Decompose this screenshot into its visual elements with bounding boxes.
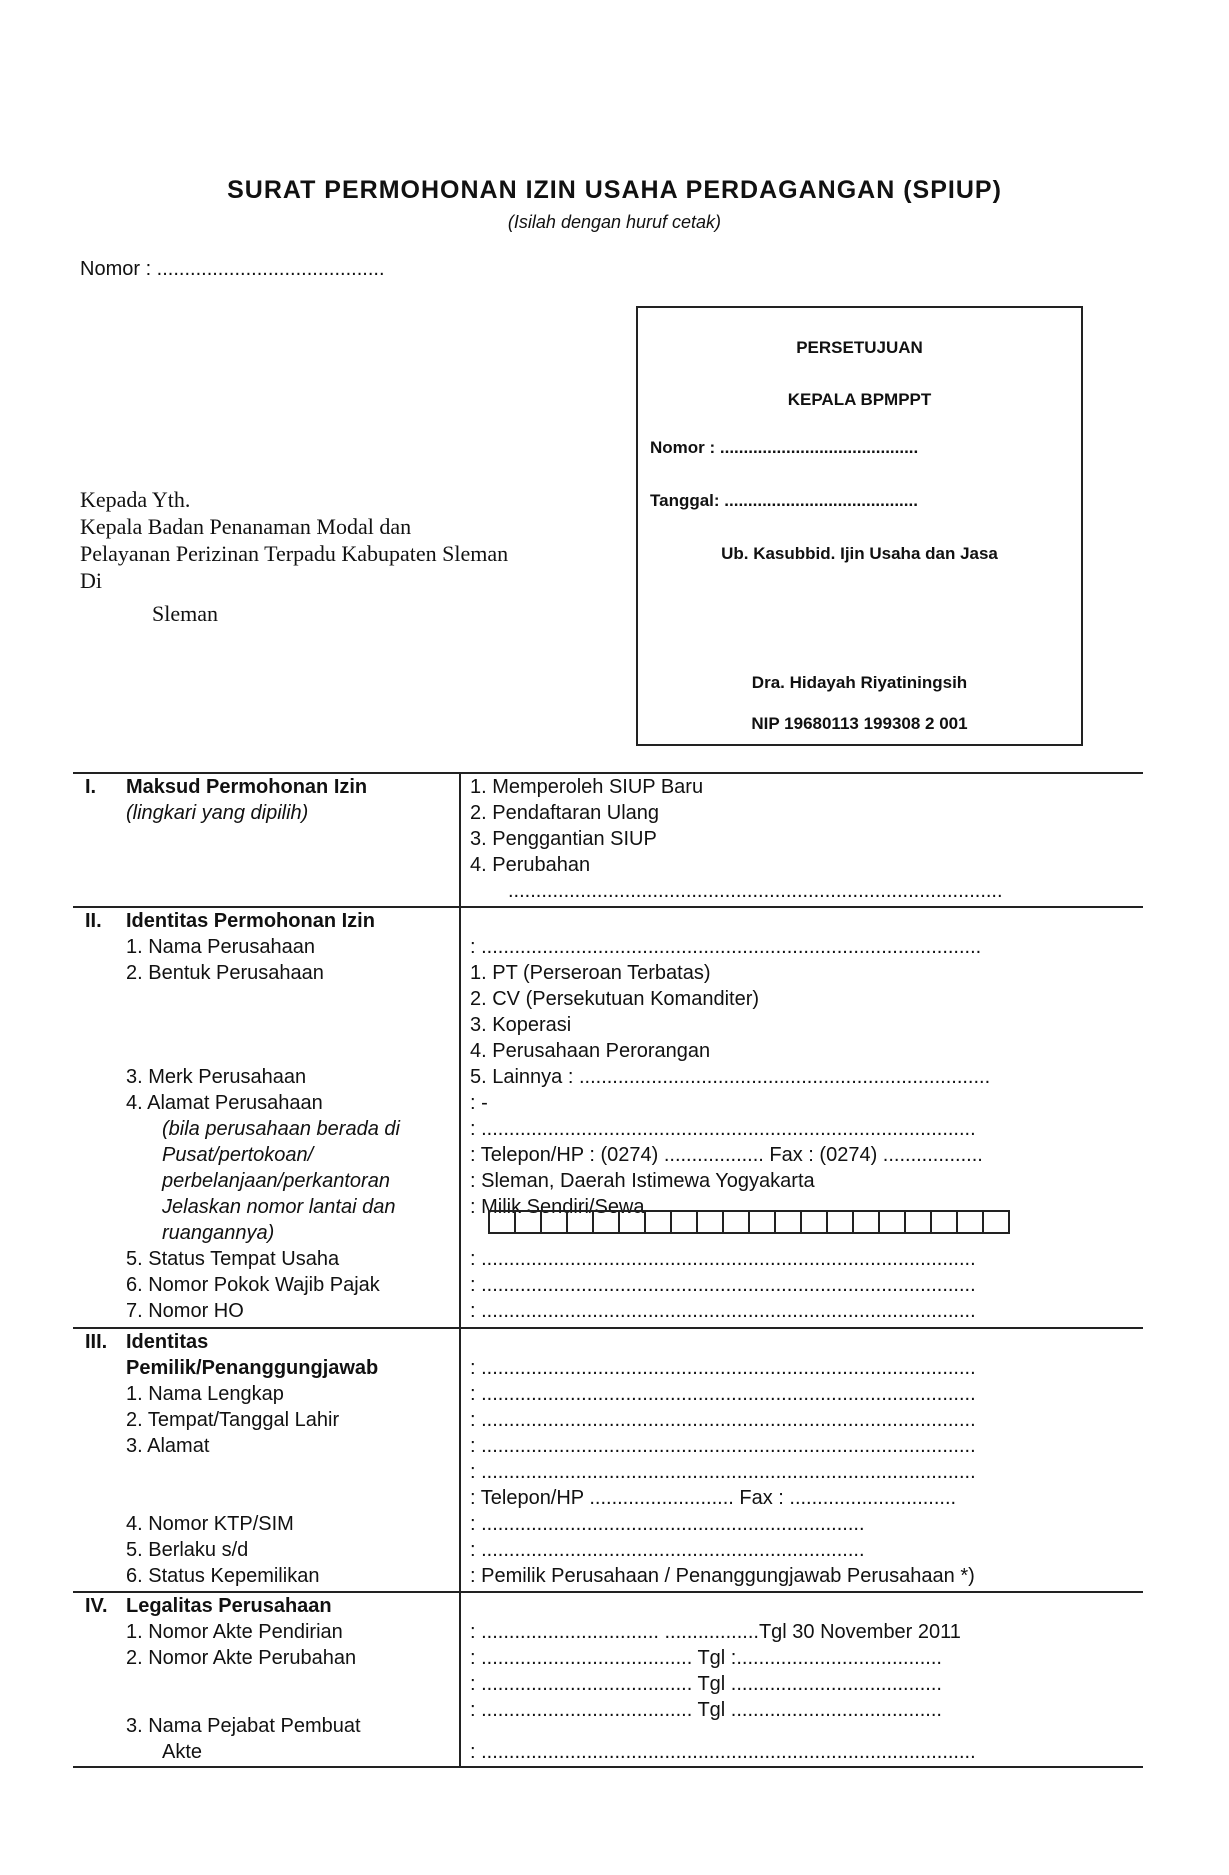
field-label: 2. Nomor Akte Perubahan	[126, 1647, 357, 1669]
field-label: 1. Nama Lengkap	[126, 1383, 284, 1405]
option-item[interactable]: 3. Koperasi	[470, 1014, 572, 1036]
form-title: SURAT PERMOHONAN IZIN USAHA PERDAGANGAN (SPIUP)	[227, 176, 1002, 204]
field-label: 4. Alamat Perusahaan	[126, 1092, 323, 1114]
field-label: Akte	[162, 1741, 203, 1763]
option-item[interactable]: 1. Memperoleh SIUP Baru	[470, 776, 704, 798]
field-note: perbelanjaan/perkantoran	[162, 1170, 390, 1192]
field-label: 4. Nomor KTP/SIM	[126, 1513, 294, 1535]
field-label: 1. Nomor Akte Pendirian	[126, 1621, 343, 1643]
option-item[interactable]: 1. PT (Perseroan Terbatas)	[470, 962, 711, 984]
telepon-fax-field[interactable]: : Telepon/HP : (0274) .................. Fax : (0274) ..................	[470, 1144, 983, 1166]
npwp-boxes[interactable]	[490, 1210, 1010, 1234]
field-note: (bila perusahaan berada di	[162, 1118, 400, 1140]
section-number: I.	[85, 776, 97, 798]
recipient-line: Kepada Yth.	[80, 487, 191, 512]
nama-lengkap-field[interactable]: : .........................................................................................	[470, 1383, 976, 1405]
section-note: (lingkari yang dipilih)	[126, 802, 309, 824]
telepon-fax-field[interactable]: : Telepon/HP .......................... Fax : ..............................	[470, 1487, 957, 1509]
perubahan-field[interactable]: .........................................................................................	[508, 880, 1003, 902]
option-item[interactable]: 2. Pendaftaran Ulang	[470, 802, 660, 824]
field-label: 3. Nama Pejabat Pembuat	[126, 1715, 361, 1737]
section-number: II.	[85, 910, 102, 932]
alamat-detail-field[interactable]: : .........................................................................................	[470, 1118, 976, 1140]
field-label: 1. Nama Perusahaan	[126, 936, 316, 958]
section-title: Pemilik/Penanggungjawab	[126, 1357, 379, 1379]
akte-perubahan-field[interactable]: : ...................................... Tgl ......................................	[470, 1699, 942, 1721]
nomor-ho-field[interactable]: : .........................................................................................	[470, 1300, 976, 1322]
option-item[interactable]: 3. Penggantian SIUP	[470, 828, 657, 850]
field-label: 2. Tempat/Tanggal Lahir	[126, 1409, 340, 1431]
alamat-perusahaan-field[interactable]: : -	[470, 1092, 488, 1114]
recipient-line: Pelayanan Perizinan Terpadu Kabupaten Sleman	[80, 541, 509, 566]
alamat-field[interactable]: : .........................................................................................	[470, 1461, 976, 1483]
section-number: III.	[85, 1331, 108, 1353]
approval-heading: PERSETUJUAN	[796, 338, 923, 357]
section-title: Identitas	[126, 1331, 209, 1353]
akte-perubahan-field[interactable]: : ...................................... Tgl ......................................	[470, 1673, 942, 1695]
pejabat-pembuat-field[interactable]: : .........................................................................................	[470, 1741, 976, 1763]
akte-pendirian-field[interactable]: : ................................ .................Tgl 30 November 2011	[470, 1621, 961, 1643]
status-kepemilikan-field[interactable]: : Pemilik Perusahaan / Penanggungjawab Perusahaan *)	[470, 1565, 975, 1587]
alamat-field[interactable]: : .........................................................................................	[470, 1435, 976, 1457]
section-title: Legalitas Perusahaan	[126, 1595, 332, 1617]
form-subtitle: (Isilah dengan huruf cetak)	[507, 212, 722, 232]
nomor-field[interactable]: Nomor : .........................................	[80, 258, 385, 280]
field-note: ruangannya)	[162, 1222, 275, 1244]
approval-authority: KEPALA BPMPPT	[787, 390, 932, 409]
approval-signatory-name: Dra. Hidayah Riyatiningsih	[751, 673, 968, 692]
approval-nomor[interactable]: Nomor : ..........................................	[650, 438, 919, 457]
column-divider	[459, 772, 461, 1768]
field-label: 3. Alamat	[126, 1435, 210, 1457]
field-note: Jelaskan nomor lantai dan	[162, 1196, 396, 1218]
akte-perubahan-field[interactable]: : ...................................... Tgl :.....................................	[470, 1647, 942, 1669]
status-tempat-usaha-field[interactable]: : .........................................................................................	[470, 1248, 976, 1270]
section-divider	[73, 1327, 1143, 1329]
status-tempat-field[interactable]: : Milik Sendiri/Sewa	[470, 1196, 645, 1218]
tempat-tanggal-lahir-field[interactable]: : .........................................................................................	[470, 1409, 976, 1431]
field-note: Pusat/pertokoan/	[162, 1144, 314, 1166]
field-label: 3. Merk Perusahaan	[126, 1066, 307, 1088]
section-number: IV.	[85, 1595, 108, 1617]
lokasi-field[interactable]: : Sleman, Daerah Istimewa Yogyakarta	[470, 1170, 815, 1192]
berlaku-field[interactable]: : .....................................................................	[470, 1539, 865, 1561]
field-label: 2. Bentuk Perusahaan	[126, 962, 324, 984]
field-label: 5. Status Tempat Usaha	[126, 1248, 340, 1270]
pemilik-field[interactable]: : .........................................................................................	[470, 1357, 976, 1379]
ktp-field[interactable]: : .....................................................................	[470, 1513, 865, 1535]
approval-nip: NIP 19680113 199308 2 001	[751, 714, 968, 733]
recipient-line: Kepala Badan Penanaman Modal dan	[80, 514, 412, 539]
field-label: 5. Berlaku s/d	[126, 1539, 249, 1561]
option-item[interactable]: 4. Perubahan	[470, 854, 591, 876]
option-item[interactable]: 5. Lainnya : ..........................................................................	[470, 1066, 991, 1088]
option-item[interactable]: 2. CV (Persekutuan Komanditer)	[470, 988, 760, 1010]
approval-box	[636, 306, 1083, 746]
field-label: 7. Nomor HO	[126, 1300, 244, 1322]
approval-tanggal[interactable]: Tanggal: .........................................	[650, 491, 918, 510]
field-label: 6. Status Kepemilikan	[126, 1565, 320, 1587]
recipient-line: Di	[80, 568, 102, 593]
npwp-field[interactable]: : .........................................................................................	[470, 1274, 976, 1296]
field-label: 6. Nomor Pokok Wajib Pajak	[126, 1274, 380, 1296]
approval-ub: Ub. Kasubbid. Ijin Usaha dan Jasa	[721, 544, 998, 563]
nama-perusahaan-field[interactable]: : ..........................................................................................	[470, 936, 982, 958]
option-item[interactable]: 4. Perusahaan Perorangan	[470, 1040, 711, 1062]
recipient-block	[80, 486, 508, 627]
table-bottom-border	[73, 1766, 1143, 1768]
section-title: Identitas Permohonan Izin	[126, 910, 375, 932]
section-title: Maksud Permohonan Izin	[126, 776, 368, 798]
recipient-line: Sleman	[152, 601, 218, 626]
